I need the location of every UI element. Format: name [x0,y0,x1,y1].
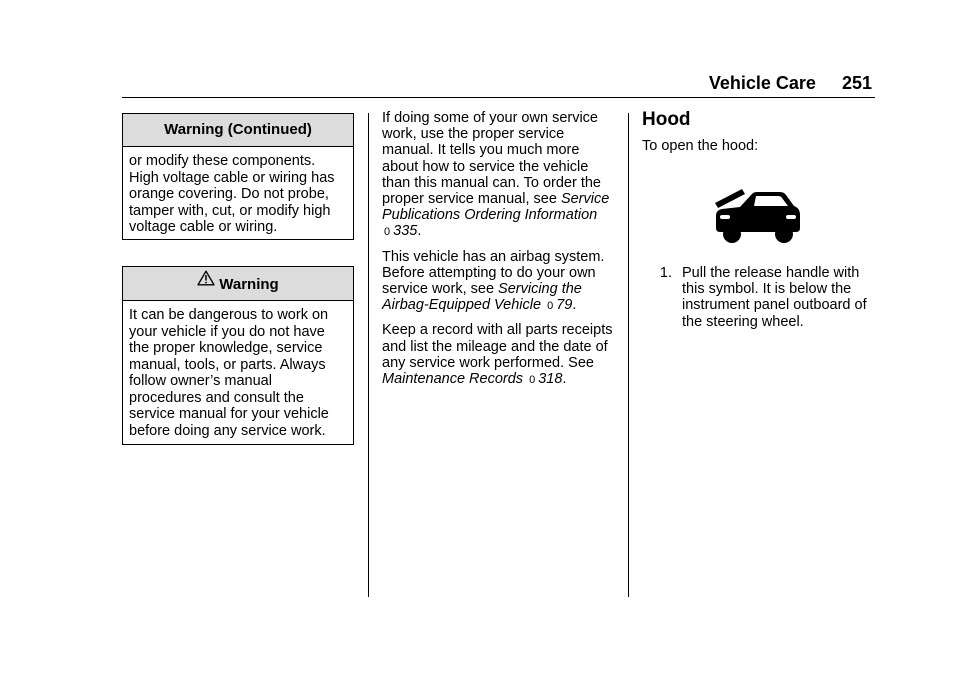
paragraph-text: If doing some of your own service work, use the proper service manual. It tells you much more about how to service the vehicle than this manual can. To order the proper service manual, see [382,110,601,208]
warning-triangle-icon [197,264,215,300]
cross-reference-link[interactable]: Maintenance Records [382,371,524,388]
paragraph-text: Keep a record with all parts receipts and list the mileage and the date of any service work performed. See [382,322,613,371]
hood-steps-list [642,265,872,330]
warning-box [122,266,354,445]
cross-reference-link[interactable]: Service Publications Ordering Information [382,191,610,224]
warning-body: It can be dangerous to work on your vehicle if you do not have the proper knowledge, service manual, tools, or parts. Always follow owner’s manual procedures and consult the service manual for your vehicle before doing any service work. [129,307,329,439]
paragraph-airbag: This vehicle has an airbag system. Before attempting to do your own service work, see Servicing the Airbag-Equipped Vehicle 0 79. [382,248,605,314]
page-reference[interactable]: 335 [393,223,418,240]
column-divider-1 [368,113,369,597]
page-ref-symbol: 0 [384,226,391,239]
list-item [642,265,872,330]
page-reference[interactable]: 318 [538,371,563,388]
hood-intro-text: To open the hood: [642,138,759,154]
page-reference[interactable]: 79 [556,297,573,314]
cross-reference-link[interactable]: Servicing the Airbag-Equipped Vehicle [382,281,582,314]
page-header [709,72,872,94]
warning-continued-body: or modify these components. High voltage cable or wiring has orange covering. Do not probe, tamper with, cut, or modify high voltage cable or wiring. [129,153,335,235]
paragraph-records: Keep a record with all parts receipts and list the mileage and the date of any service work performed. See Maintenance Records 0 318. [382,322,613,388]
step-text: Pull the release handle with this symbol. It is below the instrument panel outboard of the steering wheel. [682,265,867,330]
page-ref-symbol: 0 [547,300,554,313]
column-divider-2 [628,113,629,597]
section-heading-hood: Hood [642,109,691,130]
page-ref-symbol: 0 [529,374,536,387]
warning-title: Warning [219,276,279,293]
warning-continued-title: Warning (Continued) [123,114,353,147]
section-title: Vehicle Care [708,73,816,93]
paragraph-text: This vehicle has an airbag system. Before attempting to do your own service work, see [382,248,605,298]
hood-release-icon [712,186,802,244]
middle-column [382,110,614,396]
step-number: 1. [659,265,672,281]
warning-header [123,267,353,301]
warning-continued-box [122,113,354,240]
paragraph-service-manual: If doing some of your own service work, use the proper service manual. It tells you much more about how to service the vehicle than this manual can. To order the proper service manual, see Service Publications Ordering Information 0 335. [382,110,610,240]
page-number: 251 [841,73,872,93]
header-rule [122,97,875,98]
